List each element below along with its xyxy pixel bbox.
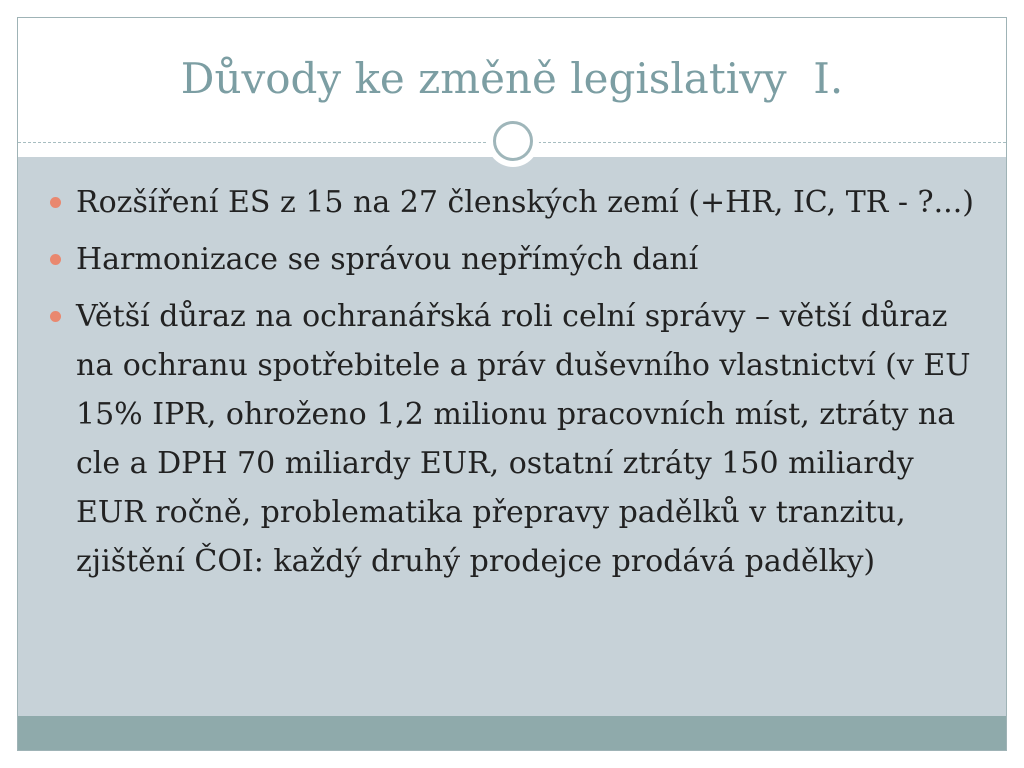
slide-title: Důvody ke změně legislativy I.	[180, 54, 844, 103]
bullet-dot-icon	[50, 197, 61, 208]
circle-ornament-icon	[487, 115, 539, 167]
slide	[17, 17, 1007, 751]
circle-ornament-ring	[493, 121, 533, 161]
bullet-dot-icon	[50, 254, 61, 265]
bullet-list	[18, 178, 1006, 594]
bullet-item	[18, 235, 1006, 284]
bullet-dot-icon	[50, 311, 61, 322]
footer-bar	[18, 716, 1006, 751]
bullet-item	[18, 178, 1006, 227]
bullet-text: Harmonizace se správou nepřímých daní	[76, 242, 699, 277]
bullet-text: Větší důraz na ochranářská roli celní správy – větší důraz na ochranu spotřebitele a práv duševního vlastnictví (v EU 15% IPR, ohroženo 1,2 milionu pracovních míst, ztráty na cle a DPH 70 miliardy EUR, ostatní ztráty 150 miliardy EUR ročně, problematika přepravy padělků v tranzitu, zjištění ČOI: každý druhý prodejce prodává padělky)	[76, 299, 971, 579]
bullet-text: Rozšíření ES z 15 na 27 členských zemí (+HR, IC, TR - ?...)	[76, 185, 974, 220]
bullet-item	[18, 292, 1006, 586]
